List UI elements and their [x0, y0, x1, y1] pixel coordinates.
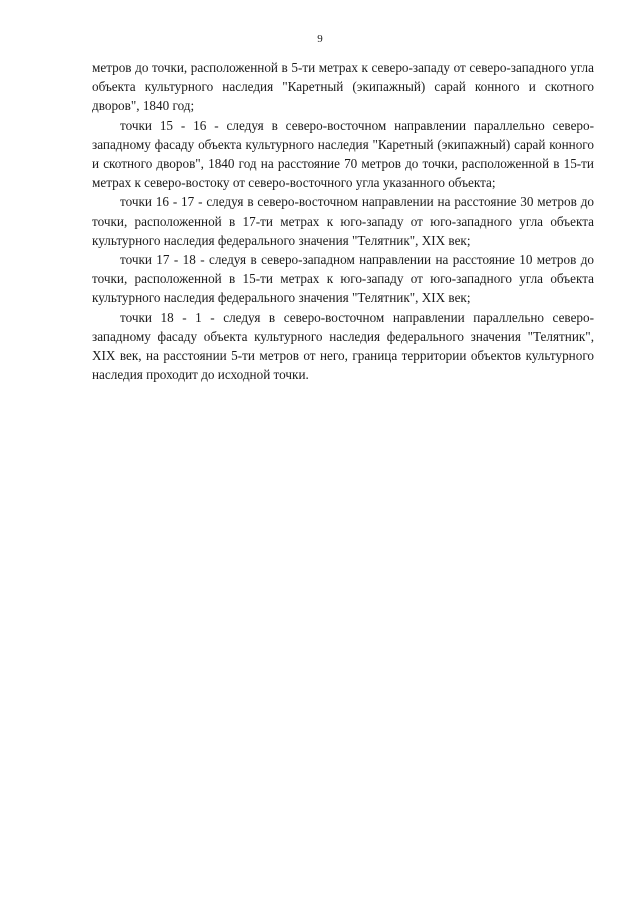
- paragraph-points-15-16: точки 15 - 16 - следуя в северо-восточном направлении параллельно северо-западному фасаду объекта культурного наследия "Каретный (экипажный) сарай конного и скотного дворов", 1840 год на расстояние 70 метров до точки, расположенной в 15-ти метрах к северо-востоку от северо-восточного угла указанного объекта;: [92, 117, 594, 191]
- document-body: [92, 58, 594, 384]
- paragraph-points-17-18: точки 17 - 18 - следуя в северо-западном направлении на расстояние 10 метров до точки, расположенной в 15-ти метрах к юго-западу от юго-западного угла объекта культурного наследия федерального значения "Телятник", XIX век;: [92, 252, 594, 306]
- paragraph-points-16-17: точки 16 - 17 - следуя в северо-восточном направлении на расстояние 30 метров до точки, расположенной в 17-ти метрах к юго-западу от юго-западного угла объекта культурного наследия федерального значения "Телятник", XIX век;: [92, 194, 594, 248]
- paragraph-points-18-1: точки 18 - 1 - следуя в северо-восточном направлении параллельно северо-западному фасаду объекта культурного наследия федерального значения "Телятник", XIX век, на расстоянии 5-ти метров от него, граница территории объектов культурного наследия проходит до исходной точки.: [92, 309, 594, 383]
- page-number: 9: [317, 33, 323, 45]
- paragraph-continuation: метров до точки, расположенной в 5-ти метрах к северо-западу от северо-западного угла объекта культурного наследия "Каретный (экипажный) сарай конного и скотного дворов", 1840 год;: [92, 60, 594, 114]
